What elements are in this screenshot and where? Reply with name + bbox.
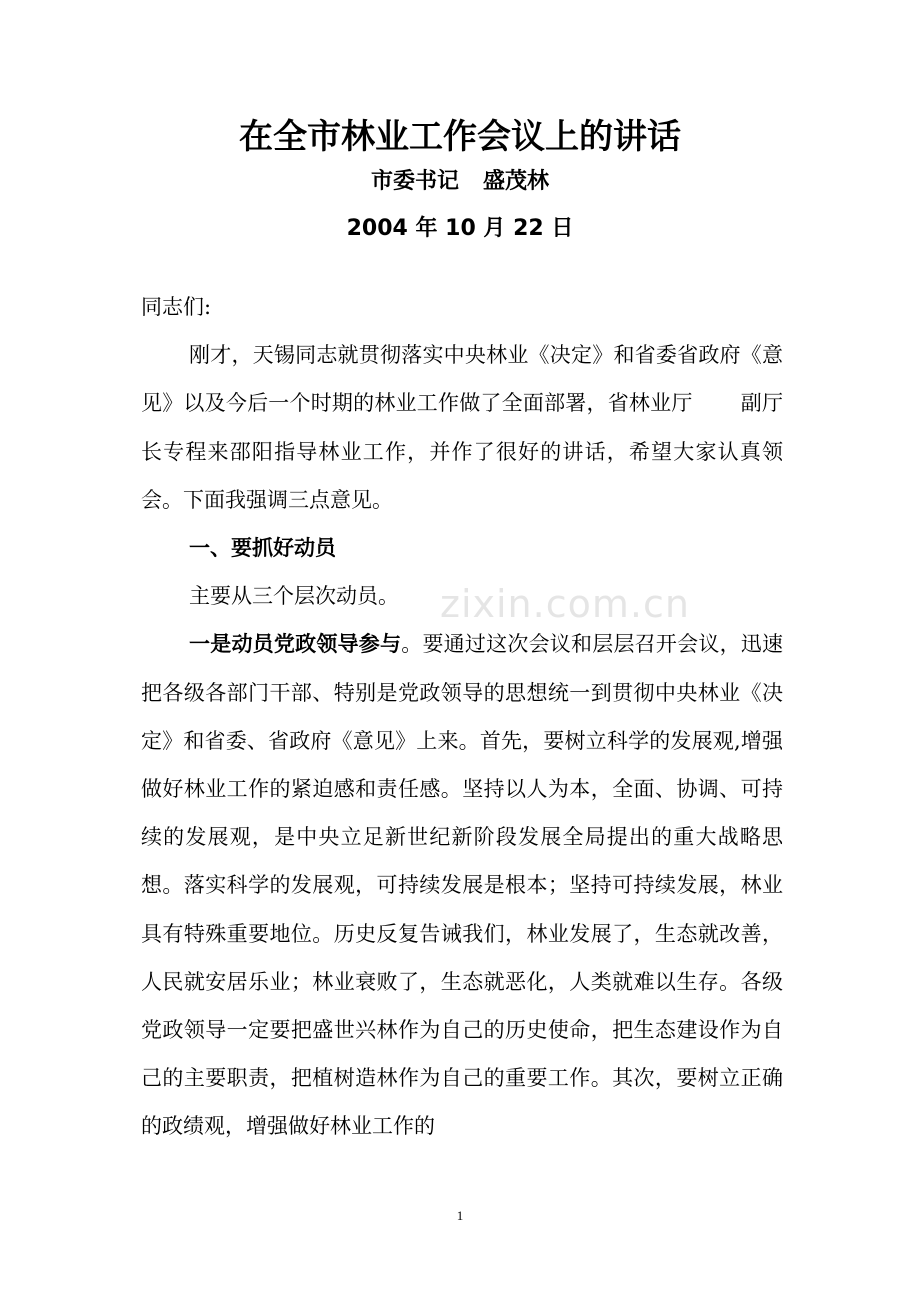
- speech-date: 2004 年 10 月 22 日: [346, 216, 574, 241]
- paragraph-1-part-b: 副厅长专程来邵阳指导林业工作，并作了很好的讲话，希望大家认真领会。下面我强调三点意见。: [141, 391, 784, 512]
- paragraph-3-lead: 一是动员党政领导参与: [189, 632, 402, 657]
- paragraph-1: [141, 331, 783, 524]
- paragraph-2: 主要从三个层次动员。: [189, 584, 399, 609]
- section-heading-1: 一、要抓好动员: [189, 536, 336, 561]
- paragraph-1-part-a: 刚才，天锡同志就贯彻落实中央林业《决定》和省委省政府《意见》以及今后一个时期的林业工作做了全面部署，省林业厅: [141, 343, 783, 416]
- watermark: zixin.com.cn: [440, 582, 690, 626]
- document-body: [141, 283, 783, 1151]
- document-title: 在全市林业工作会议上的讲话: [239, 117, 681, 157]
- byline: [0, 164, 920, 200]
- author-name: 盛茂林: [483, 169, 550, 194]
- salutation: 同志们:: [141, 295, 212, 319]
- paragraph-3-body: 。要通过这次会议和层层召开会议，迅速把各级各部门干部、特别是党政领导的思想统一到贯彻中央林业《决定》和省委、省政府《意见》上来。首先，要树立科学的发展观,增强做好林业工作的紧迫感和责任感。坚持以人为本，全面、协调、可持续的发展观，是中央立足新世纪新阶段发展全局提出的重大战略思想。落实科学的发展观，可持续发展是根本；坚持可持续发展，林业具有特殊重要地位。历史反复告诫我们，林业发展了，生态就改善，人民就安居乐业；林业衰败了，生态就恶化，人类就难以生存。各级党政领导一定要把盛世兴林作为自己的历史使命，把生态建设作为自己的主要职责，把植树造林作为自己的重要工作。其次，要树立正确的政绩观，增强做好林业工作的: [141, 632, 784, 1139]
- page-number: 1: [456, 1208, 464, 1223]
- paragraph-3: [141, 620, 783, 1150]
- author-role: 市委书记: [370, 169, 459, 194]
